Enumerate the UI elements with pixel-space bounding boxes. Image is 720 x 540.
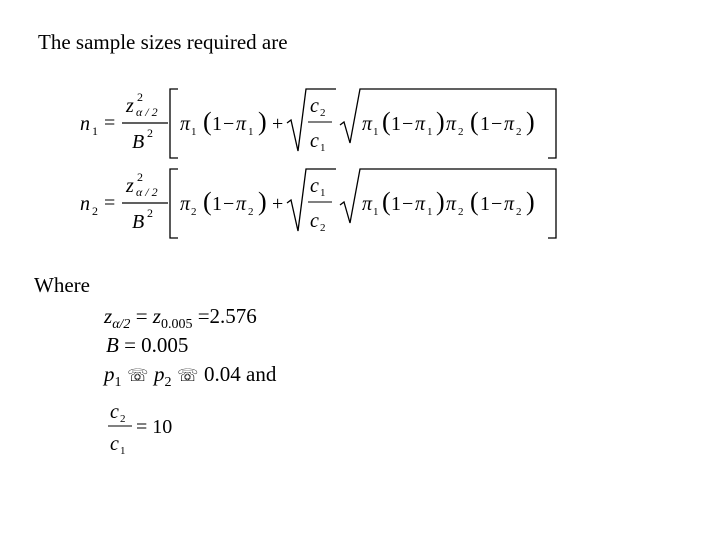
svg-text:2: 2 (147, 126, 153, 140)
svg-text:−: − (402, 113, 414, 135)
right-bracket (548, 169, 556, 238)
svg-text:): ) (258, 107, 267, 136)
cost-ratio (106, 398, 196, 464)
svg-text:2: 2 (458, 206, 464, 218)
svg-text:(: ( (382, 187, 391, 216)
svg-text:−: − (402, 193, 414, 215)
svg-text:z: z (126, 175, 134, 197)
svg-text:2: 2 (137, 90, 143, 104)
svg-text:π: π (504, 193, 515, 215)
svg-text:1: 1 (373, 126, 379, 138)
svg-text:2: 2 (120, 413, 126, 425)
svg-text:π: π (180, 113, 191, 135)
approx-symbol-icon: ☏ (177, 366, 199, 385)
svg-text:(: ( (382, 107, 391, 136)
svg-text:π: π (446, 193, 457, 215)
svg-text:π: π (415, 113, 426, 135)
approx-symbol-icon: ☏ (127, 366, 149, 385)
svg-text:1: 1 (373, 206, 379, 218)
svg-text:π: π (236, 113, 247, 135)
svg-text:1: 1 (320, 187, 326, 199)
svg-text:2: 2 (137, 170, 143, 184)
svg-text:1: 1 (120, 445, 126, 457)
svg-text:−: − (491, 113, 503, 135)
b-definition: B = 0.005 (106, 333, 189, 357)
svg-text:π: π (362, 193, 373, 215)
svg-text:−: − (223, 113, 235, 135)
svg-text:): ) (526, 187, 535, 216)
svg-text:(: ( (470, 187, 479, 216)
svg-text:c: c (310, 130, 319, 152)
svg-text:c: c (310, 210, 319, 232)
formula-n1 (80, 89, 556, 158)
svg-text:2: 2 (147, 206, 153, 220)
where-label: Where (34, 273, 90, 297)
left-bracket (170, 89, 178, 158)
svg-text:1: 1 (480, 113, 490, 135)
svg-text:2: 2 (458, 126, 464, 138)
svg-text:1: 1 (427, 206, 433, 218)
svg-text:π: π (446, 113, 457, 135)
svg-text:B: B (132, 211, 145, 233)
n1-subscript: 1 (92, 124, 98, 138)
svg-text:2: 2 (248, 206, 254, 218)
svg-text:c: c (110, 401, 119, 423)
svg-text:): ) (258, 187, 267, 216)
svg-text:α / 2: α / 2 (136, 105, 158, 119)
svg-text:1: 1 (391, 113, 401, 135)
svg-text:2: 2 (320, 107, 326, 119)
svg-text:2: 2 (320, 222, 326, 234)
svg-text:c: c (310, 175, 319, 197)
n2-subscript: 2 (92, 204, 98, 218)
svg-text:c: c (110, 433, 119, 455)
svg-text:π: π (504, 113, 515, 135)
svg-text:(: ( (470, 107, 479, 136)
svg-text:π: π (415, 193, 426, 215)
svg-text:=: = (104, 112, 116, 134)
svg-text:+: + (272, 193, 284, 215)
z-symbol: z (126, 95, 134, 117)
svg-text:2: 2 (516, 126, 522, 138)
svg-text:1: 1 (427, 126, 433, 138)
right-bracket (548, 89, 556, 158)
svg-text:α / 2: α / 2 (136, 185, 158, 199)
formula-n2 (80, 169, 556, 238)
svg-text:2: 2 (516, 206, 522, 218)
p-definition: $p_1$ ☏ $p_2$ ☏ 0.04 and (104, 362, 277, 390)
svg-text:−: − (491, 193, 503, 215)
svg-text:1: 1 (480, 193, 490, 215)
left-bracket (170, 169, 178, 238)
svg-text:1: 1 (320, 142, 326, 154)
svg-text:1: 1 (391, 193, 401, 215)
svg-text:π: π (236, 193, 247, 215)
svg-text:): ) (436, 107, 445, 136)
svg-text:1: 1 (191, 126, 197, 138)
sample-size-formulas (70, 85, 590, 245)
svg-text:1: 1 (212, 193, 222, 215)
svg-text:+: + (272, 113, 284, 135)
svg-text:B: B (132, 131, 145, 153)
svg-text:π: π (180, 193, 191, 215)
n2-symbol: n (80, 193, 90, 215)
svg-text:= 10: = 10 (136, 416, 173, 438)
svg-text:(: ( (203, 107, 212, 136)
svg-text:(: ( (203, 187, 212, 216)
svg-text:−: − (223, 193, 235, 215)
svg-text:1: 1 (212, 113, 222, 135)
svg-text:): ) (436, 187, 445, 216)
svg-text:2: 2 (191, 206, 197, 218)
svg-text:=: = (104, 192, 116, 214)
svg-text:c: c (310, 95, 319, 117)
svg-text:π: π (362, 113, 373, 135)
z-definition: $z_{\alpha/2} = z_{0.005} =2.576$ (104, 304, 257, 332)
n1-symbol: n (80, 113, 90, 135)
svg-text:1: 1 (248, 126, 254, 138)
page-heading: The sample sizes required are (38, 30, 288, 54)
svg-text:): ) (526, 107, 535, 136)
